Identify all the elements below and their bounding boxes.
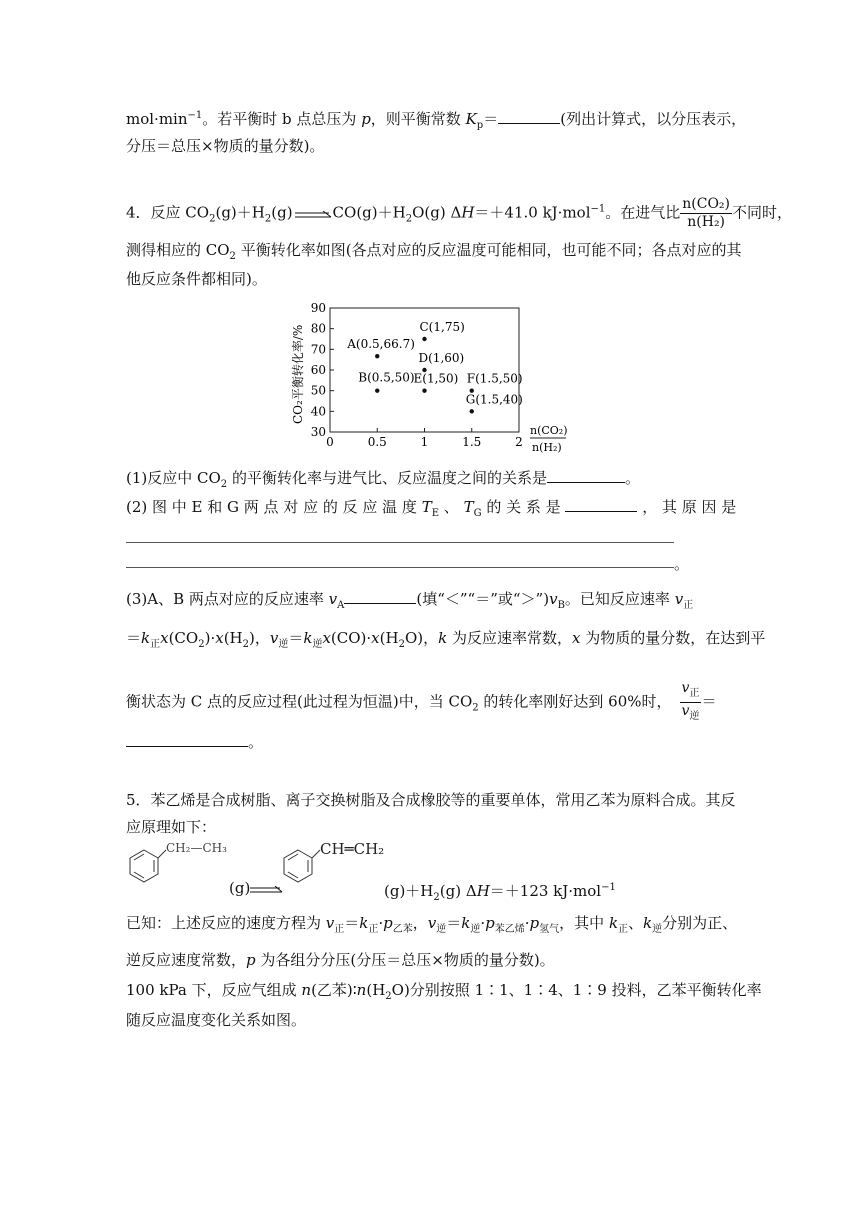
co2-conversion-scatter-chart bbox=[286, 300, 586, 460]
q5-line1: 5．苯乙烯是合成树脂、离子交换树脂及合成橡胶等的重要单体，常用乙苯为原料合成。其反 bbox=[126, 791, 736, 809]
q5-feed-line1: 100 kPa 下，反应气组成 n(乙苯)$∶n(H_2O)$分别按照 1∶1、1∶4、1∶9 投料，乙苯平衡转化率 bbox=[126, 981, 762, 1002]
q4-line1: 4．反应 $CO_2(g)+H_2(g)$ $CO(g)+H_2O(g)$ ΔH＝＋41.0 kJ·mol$^{-1}$。在进气比 $\frac{\text{n(CO₂)}}{\text{n(H₂)}}$ 不同时， bbox=[126, 196, 793, 230]
x-tick-label: 1.5 bbox=[462, 435, 482, 449]
x-tick-label: 0.5 bbox=[367, 435, 387, 449]
q4-sub3-line3: 衡状态为 C 点的反应过程(此过程为恒温)中，当 $CO_2$ 的转化率刚好达到 60%时， $\frac{v_正}{v_逆}$ ＝ bbox=[126, 680, 716, 725]
y-tick-label: 60 bbox=[310, 363, 326, 377]
x-tick-label: 2 bbox=[515, 435, 523, 449]
rate-ratio-fraction: $\frac{v_正}{v_逆}$ bbox=[681, 680, 700, 722]
equilibrium-arrow-icon bbox=[250, 879, 284, 899]
q5-line2: 应原理如下： bbox=[126, 818, 217, 836]
data-point-label: B(0.5,50) bbox=[358, 370, 415, 385]
y-tick-label: 90 bbox=[310, 301, 326, 315]
y-axis-label: CO₂平衡转化率/% bbox=[291, 324, 305, 424]
q4-sub3-line1: (3)A、B 两点对应的反应速率 $v_A$ (填“＜”“＝”或“$>”)v_B$。已知反应速率 $v_正$ bbox=[126, 590, 694, 611]
q4-sub3-line2: $=k_正x(CO_2)\cdot x(H_2)$，$v_逆=k_逆x(CO)\cdot x(H_2O)$，k 为反应速率常数，x 为物质的量分数，在达到平 bbox=[126, 629, 766, 650]
data-point-label: F(1.5,50) bbox=[466, 371, 523, 386]
y-tick-label: 70 bbox=[310, 342, 326, 357]
q4-sub2: (2) 图 中 E 和 G 两 点 对 应 的 反 应 温 度 $T_E$ 、 $T_G$ 的 关 系 是 ， 其 原 因 是 bbox=[126, 498, 737, 519]
equilibrium-arrow-icon bbox=[293, 204, 333, 224]
q5-reaction-line: (g) bbox=[229, 878, 284, 899]
q4-sub1: (1)反应中 $CO_2$ 的平衡转化率与进气比、反应温度之间的关系是 。 bbox=[126, 469, 640, 490]
data-point-label: E(1,50) bbox=[413, 371, 459, 386]
y-tick-label: 80 bbox=[310, 321, 326, 336]
data-point-label: C(1,75) bbox=[419, 320, 465, 334]
answer-line[interactable] bbox=[126, 542, 674, 543]
styrene-substituent: CH═CH₂ bbox=[320, 840, 385, 858]
feed-ratio-fraction: $\frac{\text{n(CO₂)}}{\text{n(H₂)}}$ bbox=[682, 196, 731, 230]
data-point bbox=[470, 409, 474, 413]
data-point bbox=[375, 388, 379, 392]
q4-sub2-end: 。 bbox=[674, 555, 690, 573]
q5-reaction-right: $(g)+H_2(g)$ ΔH＝＋123 kJ·mol$^{-1}$ bbox=[384, 882, 616, 903]
q4-line2: 测得相应的 $CO_2$ 平衡转化率如图(各点对应的反应温度可能相同，也可能不同；各点对应的其 bbox=[126, 241, 742, 262]
ethylbenzene-substituent: CH₂—CH₃ bbox=[166, 841, 227, 855]
answer-blank[interactable] bbox=[565, 497, 637, 512]
x-tick-label: 0 bbox=[326, 435, 334, 449]
data-point-label: A(0.5,66.7) bbox=[347, 337, 415, 352]
answer-line[interactable] bbox=[126, 567, 674, 568]
x-axis-label-numerator: n(CO₂) bbox=[530, 424, 568, 437]
y-tick-label: 40 bbox=[310, 404, 326, 419]
answer-blank[interactable] bbox=[498, 109, 560, 124]
q5-known-line1: 已知：上述反应的速度方程为 $v_正=k_正\cdot p_{乙苯}$，$v_逆=k_逆\cdot p_{苯乙烯}\cdot p_{氢气}$，其中 $k_正$、$k_逆$分别为正、 bbox=[126, 914, 738, 935]
data-point-label: D(1,60) bbox=[418, 351, 465, 365]
q5-feed-line2: 随反应温度变化关系如图。 bbox=[126, 1011, 307, 1029]
data-point bbox=[422, 388, 426, 392]
answer-blank[interactable] bbox=[547, 468, 625, 483]
q3-tail-line2: 分压＝总压×物质的量分数)。 bbox=[126, 137, 325, 155]
x-tick-label: 1 bbox=[420, 435, 429, 449]
x-axis-label-denominator: n(H₂) bbox=[532, 441, 562, 454]
answer-blank[interactable] bbox=[344, 589, 416, 604]
q3-tail-line1: $mol\cdot\min^{-1}$。若平衡时 b 点总压为 p，则平衡常数 $K_p=$ (列出计算式，以分压表示， bbox=[126, 110, 747, 131]
data-point bbox=[375, 354, 379, 358]
y-tick-label: 30 bbox=[310, 425, 326, 439]
data-point-label: G(1.5,40) bbox=[465, 392, 523, 407]
answer-blank[interactable] bbox=[126, 732, 248, 747]
q4-line3: 他反应条件都相同)。 bbox=[126, 270, 267, 288]
styrene-ring-icon bbox=[284, 850, 320, 882]
q4-sub3-line4: 。 bbox=[126, 732, 263, 752]
ethylbenzene-ring-icon bbox=[130, 850, 166, 882]
q5-known-line2: 逆反应速度常数，p 为各组分分压(分压＝总压×物质的量分数)。 bbox=[126, 951, 555, 969]
y-tick-label: 50 bbox=[310, 383, 326, 398]
data-point bbox=[422, 337, 426, 341]
